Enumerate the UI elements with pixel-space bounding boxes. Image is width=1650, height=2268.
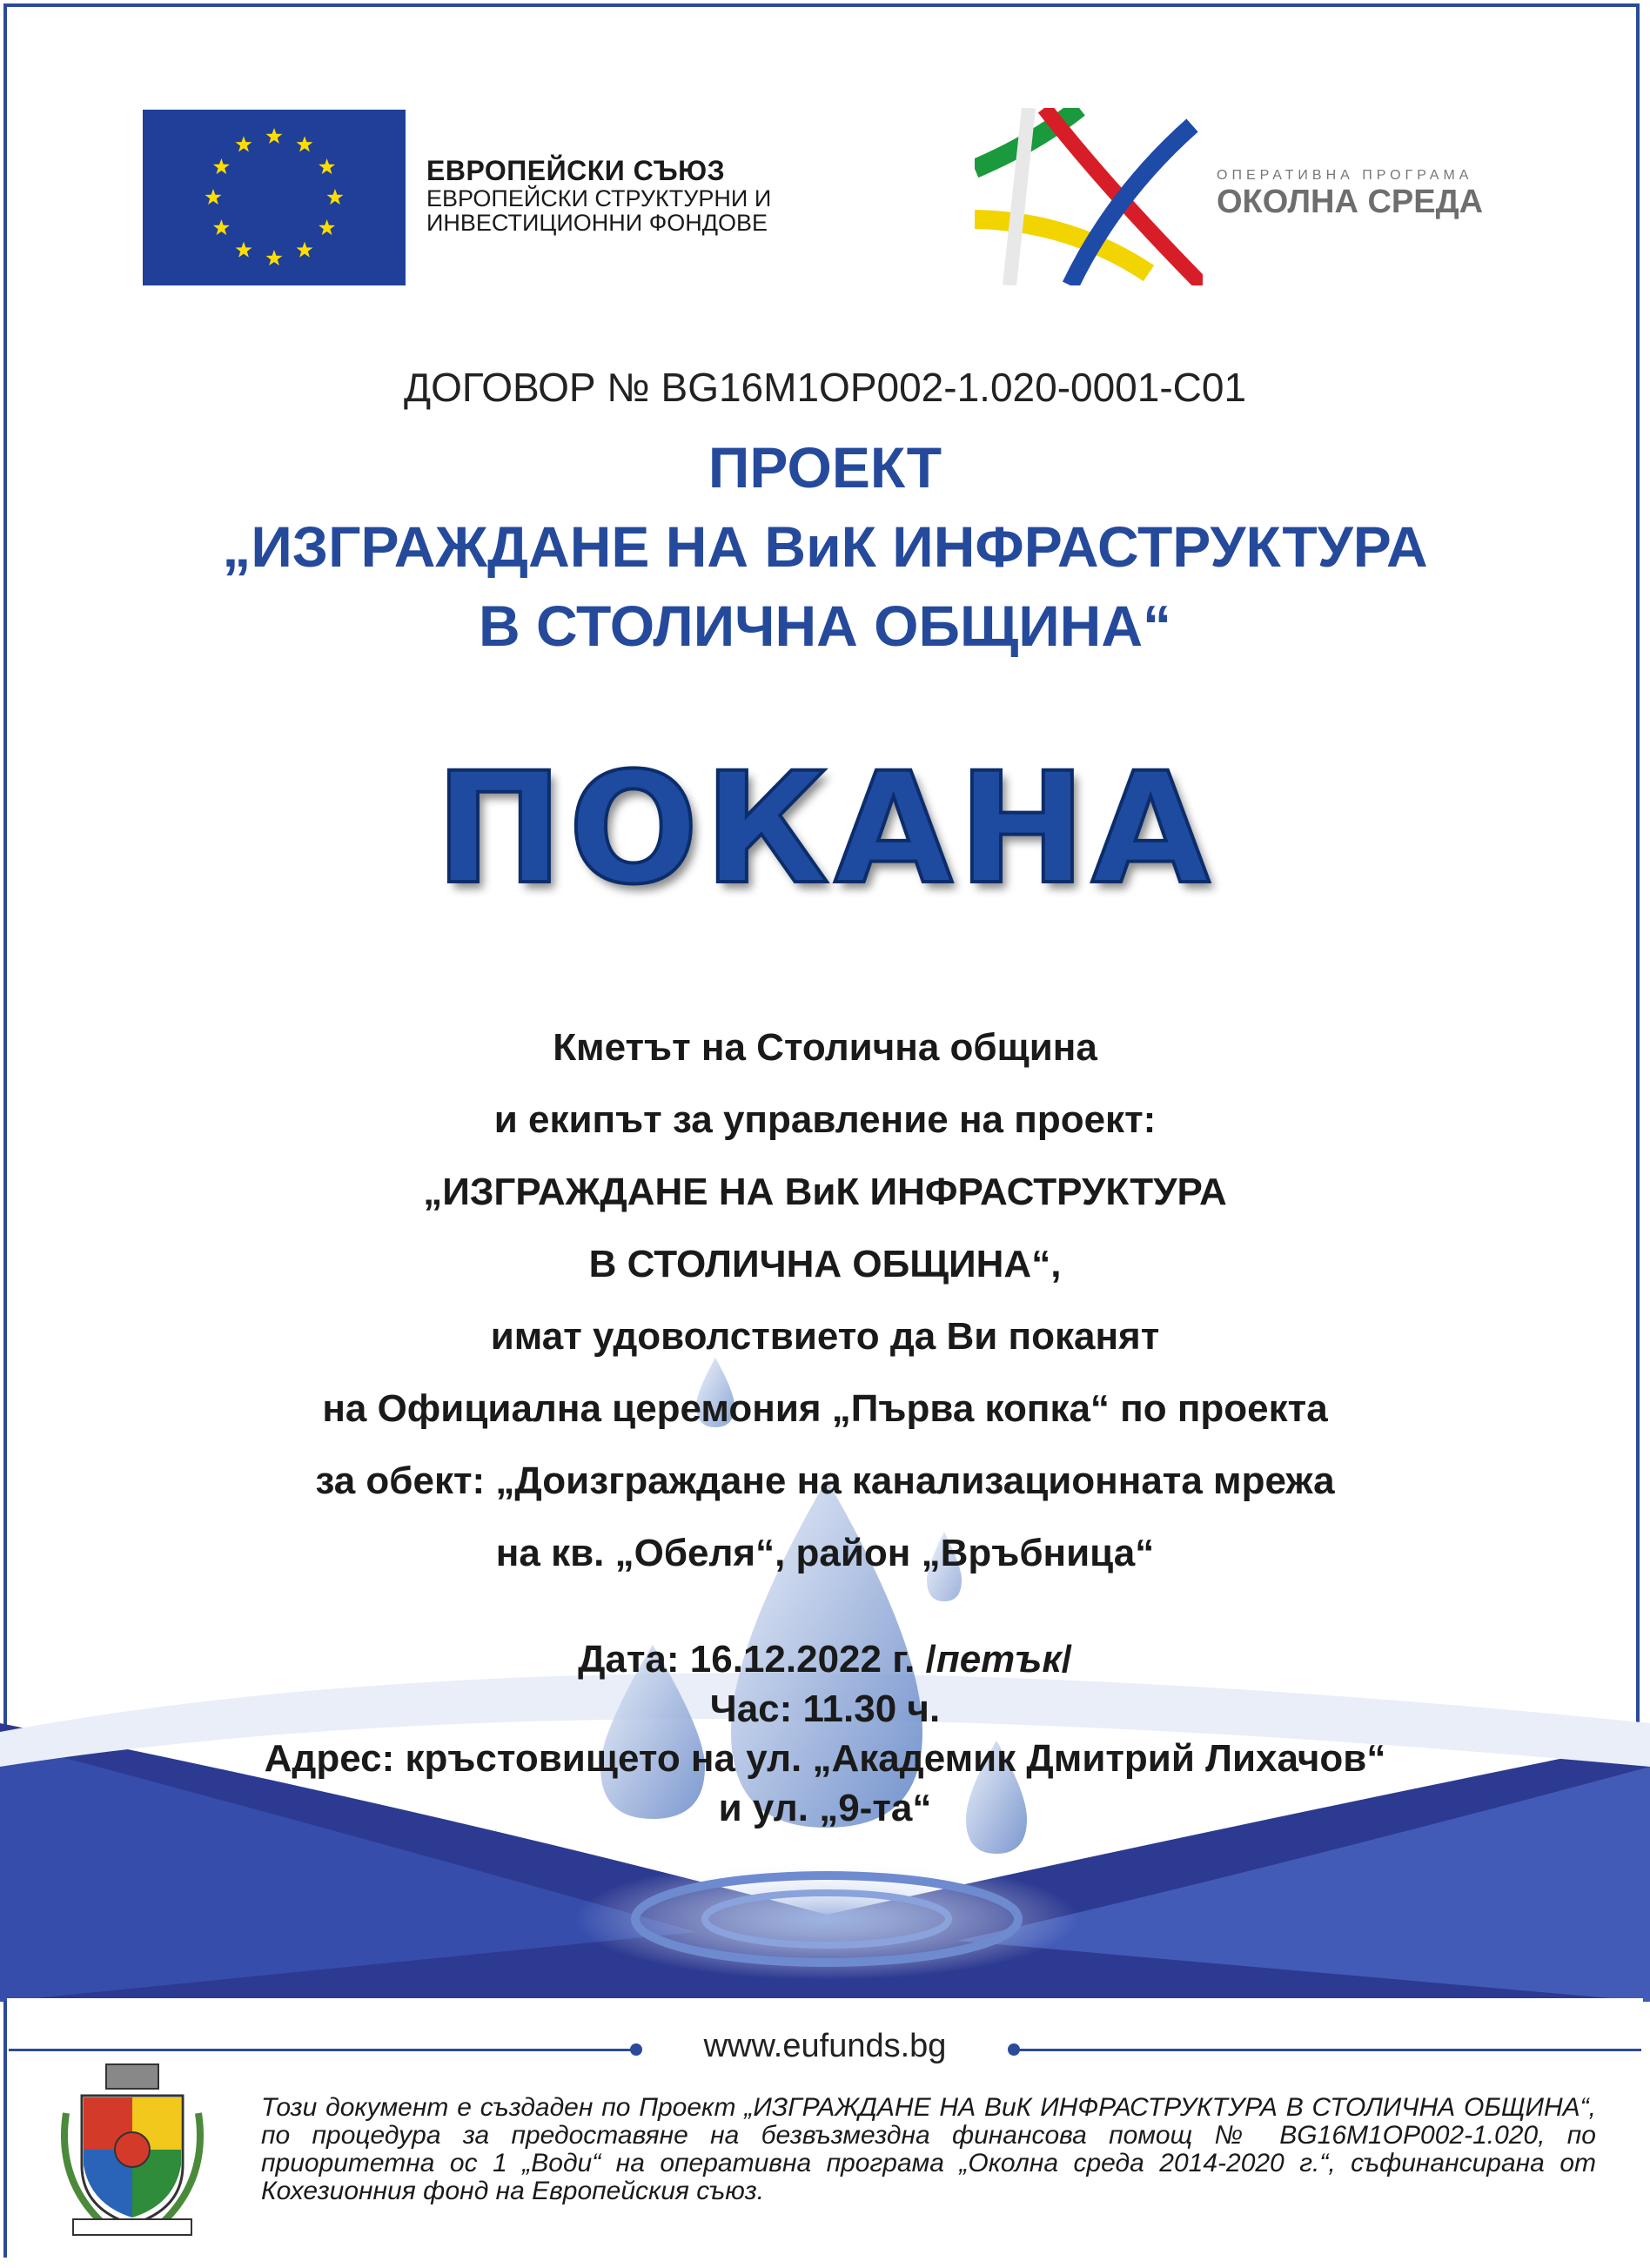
op-big-label: ОКОЛНА СРЕДА — [1217, 184, 1484, 220]
project-title — [0, 428, 1650, 666]
eu-star-icon — [297, 242, 313, 258]
divider-right — [1015, 2049, 1641, 2051]
event-address-line-1: Адрес: кръстовището на ул. „Академик Дмитрий Лихачов“ — [264, 1737, 1386, 1780]
eu-star-icon — [297, 136, 313, 151]
body-line-5: имат удоволствието да Ви поканят — [490, 1315, 1160, 1358]
project-title-line-2: „ИЗГРАЖДАНЕ НА ВиК ИНФРАСТРУКТУРА — [222, 514, 1428, 580]
project-title-line-3: В СТОЛИЧНА ОБЩИНА“ — [479, 594, 1171, 659]
eu-star-icon — [327, 189, 344, 205]
event-time: Час: 11.30 ч. — [709, 1688, 941, 1730]
eu-star-icon — [266, 250, 283, 265]
website-row — [0, 2028, 1650, 2071]
eu-star-icon — [236, 136, 252, 151]
eu-star-icon — [213, 158, 230, 174]
invitation-heading: ПОКАНА — [434, 740, 1216, 918]
contract-number: ДОГОВОР № BG16M1OP002-1.020-0001-C01 — [403, 365, 1247, 410]
eu-star-icon — [236, 242, 252, 258]
op-environment-logo — [975, 108, 1203, 285]
body-line-2: и екипът за управление на проект: — [493, 1098, 1157, 1141]
event-address-line-2: и ул. „9-та“ — [718, 1787, 932, 1829]
op-small-label: ОПЕРАТИВНА ПРОГРАМА — [1217, 168, 1473, 183]
op-logo-text — [1217, 168, 1483, 221]
website-link[interactable]: www.eufunds.bg — [703, 2028, 947, 2064]
body-line-8: на кв. „Обеля“, район „Връбница“ — [495, 1532, 1155, 1574]
event-weekday: петък — [936, 1638, 1062, 1681]
event-details — [0, 1634, 1650, 1833]
body-line-3: „ИЗГРАЖДАНЕ НА ВиК ИНФРАСТРУКТУРА — [423, 1171, 1227, 1213]
eu-star-icon — [213, 219, 230, 235]
eu-star-icon — [319, 158, 335, 174]
body-line-7: за обект: „Доизграждане на канализационната мрежа — [315, 1459, 1335, 1502]
event-date: Дата: 16.12.2022 г. /петък/ — [578, 1638, 1072, 1681]
body-line-6: на Официална церемония „Първа копка“ по проекта — [322, 1387, 1328, 1430]
eu-star-icon — [319, 219, 335, 235]
eu-funds-label-1: ЕВРОПЕЙСКИ СТРУКТУРНИ И — [426, 185, 772, 211]
invitation-body — [0, 1011, 1650, 1589]
body-line-1: Кметът на Столична община — [553, 1026, 1097, 1069]
funding-disclaimer: Този документ е създаден по Проект „ИЗГРАЖДАНЕ НА ВиК ИНФРАСТРУКТУРА В СТОЛИЧНА ОБЩИНА“, по процедура за предоставяне на безвъзмездна финансова помощ № BG16M1OP002-1.020, по приоритетна ос 1 „Води“ на оперативна програма „Околна среда 2014-2020 г.“, съфинансирана от Кохезионния фонд на Европейския съюз. — [261, 2093, 1596, 2205]
sofia-municipality-crest — [56, 2061, 209, 2237]
eu-star-icon — [205, 189, 222, 205]
eu-union-label: ЕВРОПЕЙСКИ СЪЮЗ — [426, 155, 726, 186]
eu-star-icon — [266, 128, 283, 144]
eu-logo-text — [426, 157, 771, 235]
eu-flag-logo — [143, 110, 406, 285]
eu-funds-label-2: ИНВЕСТИЦИОННИ ФОНДОВЕ — [426, 209, 768, 236]
project-title-line-1: ПРОЕКТ — [708, 435, 942, 500]
body-line-4: В СТОЛИЧНА ОБЩИНА“, — [588, 1243, 1062, 1285]
